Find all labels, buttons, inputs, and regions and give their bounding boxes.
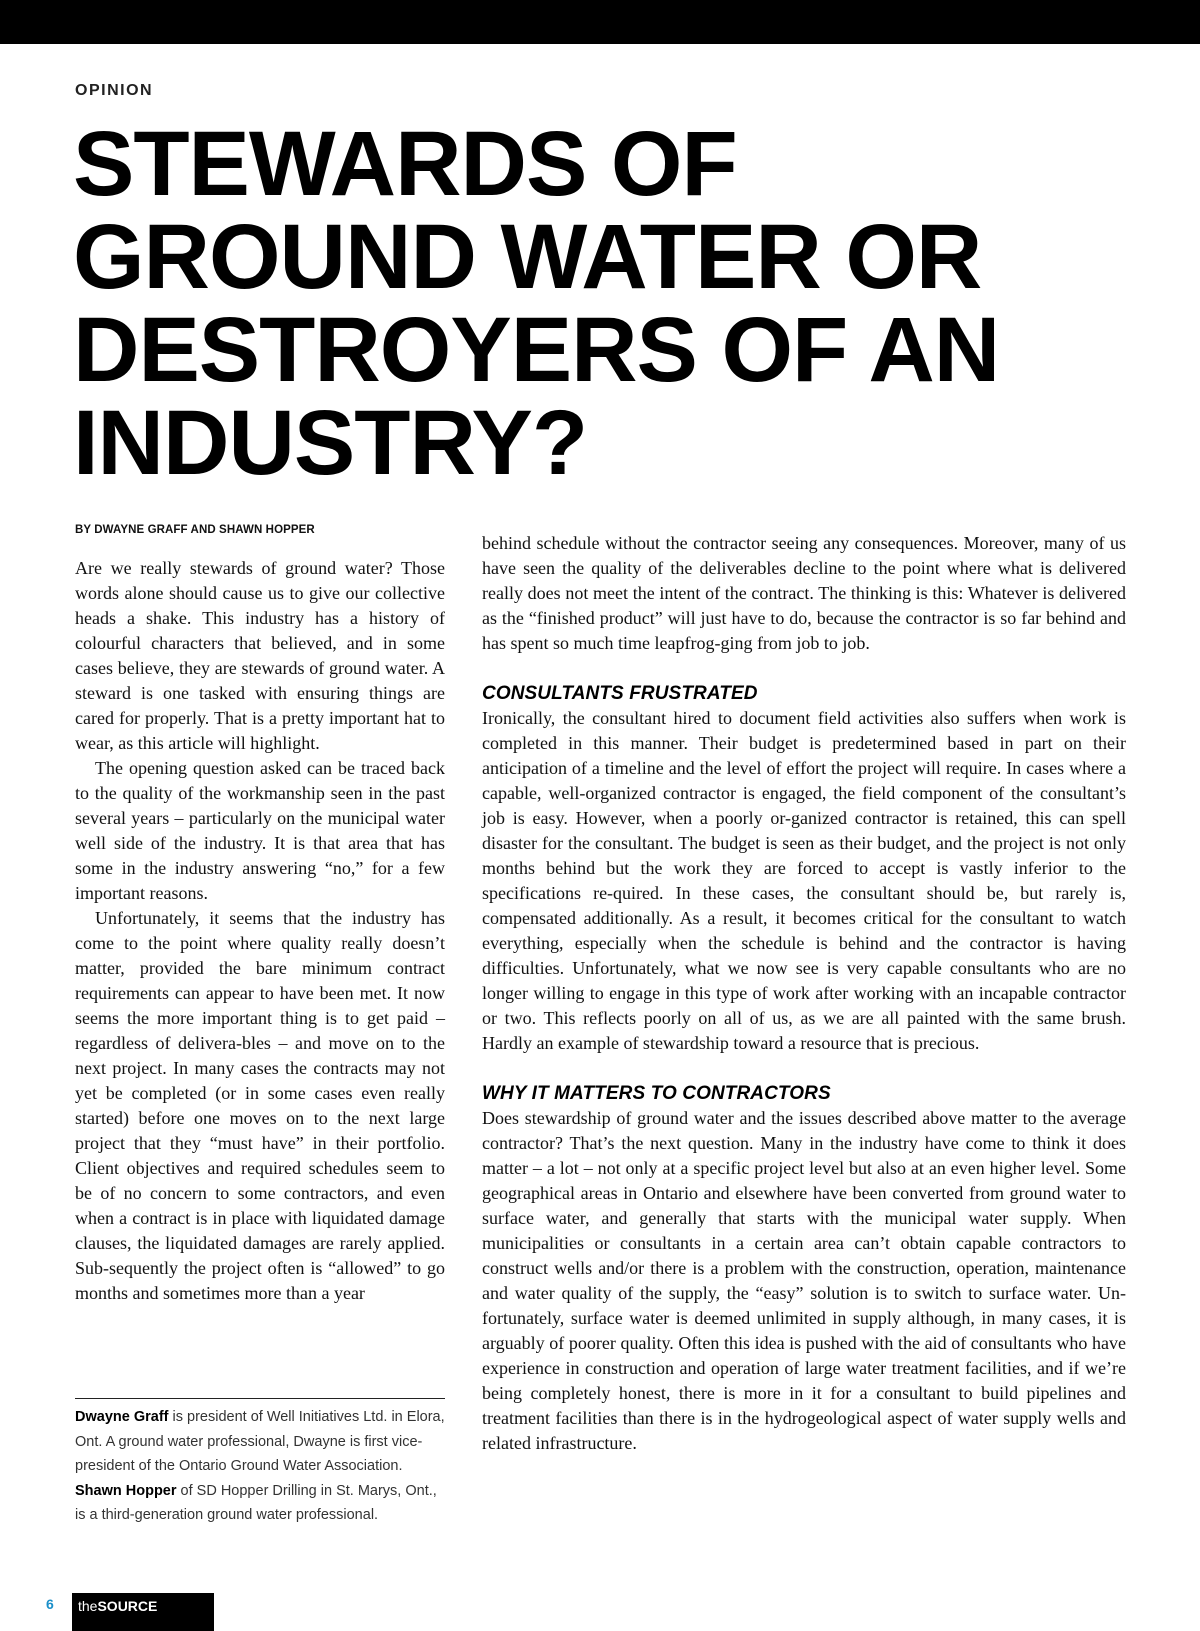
magazine-tag xyxy=(72,1593,214,1631)
author-bio-text: is president of Well Initiatives Ltd. in Elora, Ont. A ground water professional, Dwayne is first vice-president of the Ontario Ground Water Association. xyxy=(75,1409,445,1474)
headline: STEWARDS OF GROUND WATER OR DESTROYERS OF AN INDUSTRY? xyxy=(73,113,1000,494)
page-number: 6 xyxy=(46,1596,54,1612)
author-name: Dwayne Graff xyxy=(75,1409,169,1425)
magazine-prefix: the xyxy=(78,1598,98,1614)
paragraph: Does stewardship of ground water and the issues described above matter to the average contractor? That’s the next question. Many in the industry have come to think it does matter – a lot – not only at a specific project level but also at an even higher level. Some geographical areas in Ontario and elsewhere have been converted from ground water to surface water, and generally that starts with the municipal water supply. When municipalities or consultants in a certain area can’t obtain capable contractors to construct wells and/or there is a problem with the construction, operation, maintenance and water quality of the supply, the “easy” solution is to switch to surface water. Un-fortunately, surface water is deemed unlimited in supply although, in many cases, it is arguably of poorer quality. Often this idea is pushed with the aid of consultants who have experience in construction and operation of large water treatment facilities, and if we’re being completely honest, there is more in it for a consultant to build pipelines and treatment facilities than there is in the hydrogeological aspect of water supply wells and related infrastructure. xyxy=(482,1108,1126,1453)
paragraph: Ironically, the consultant hired to document field activities also suffers when work is completed in this manner. Their budget is predetermined based in part on their anticipation of a timeline and the level of effort the project will require. In cases where a capable, well-organized contractor is engaged, the field component of the consultant’s job is easy. However, when a poorly or-ganized contractor is retained, this can spell disaster for the consultant. The budget is seen as their budget, and the project is not only months behind but the work they are forced to accept is vastly inferior to the specifications re-quired. In these cases, the consultant should be, but rarely is, compensated additionally. As a result, it becomes critical for the consultant to watch everything, especially when the schedule is behind and the contractor is having difficulties. Unfortunately, what we now see is very capable consultants who are no longer willing to engage in this type of work after working with an incapable contractor or two. This reflects poorly on all of us, as we are all painted with the same brush. Hardly an example of stewardship toward a resource that is precious. xyxy=(482,708,1126,1053)
byline: BY DWAYNE GRAFF AND SHAWN HOPPER xyxy=(75,524,315,536)
right-column xyxy=(482,531,1126,1456)
paragraph: Are we really stewards of ground water? Those words alone should cause us to give our collective heads a shake. This industry has a history of colourful characters that believed, and in some cases believe, they are stewards of ground water. A steward is one tasked with ensuring things are cared for properly. That is a pretty important hat to wear, as this article will highlight. xyxy=(75,558,445,753)
paragraph: behind schedule without the contractor seeing any consequences. Moreover, many of us have seen the quality of the deliverables decline to the point where what is delivered really does not meet the intent of the contract. The thinking is this: Whatever is delivered as the “finished product” will just have to do, because the contractor is so far behind and has spent so much time leapfrog-ging from job to job. xyxy=(482,533,1126,653)
author-bio xyxy=(75,1405,450,1479)
author-bios xyxy=(75,1405,450,1528)
author-bio-text: of SD Hopper Drilling in St. Marys, Ont., is a third-generation ground water professional. xyxy=(75,1482,437,1523)
section-label: OPINION xyxy=(75,82,154,99)
paragraph: Unfortunately, it seems that the industry has come to the point where quality really doesn’t matter, provided the bare minimum contract requirements can appear to have been met. It now seems the more important thing is to get paid – regardless of delivera-bles – and move on to the next project. In many cases the contracts may not yet be completed (or in some cases even really started) before one moves on to the next large project that they “must have” in their portfolio. Client objectives and required schedules seem to be of no concern to some contractors, and even when a contract is in place with liquidated damage clauses, the liquidated damages are rarely applied. Sub-sequently the project often is “allowed” to go months and sometimes more than a year xyxy=(75,908,445,1303)
paragraph: The opening question asked can be traced back to the quality of the workmanship seen in the past several years – particularly on the municipal water well side of the industry. It is that area that has some in the industry answering “no,” for a few important reasons. xyxy=(75,758,445,903)
section-heading: CONSULTANTS FRUSTRATED xyxy=(482,683,758,704)
author-bio xyxy=(75,1479,450,1528)
author-name: Shawn Hopper xyxy=(75,1482,177,1499)
top-bar xyxy=(0,0,1200,44)
magazine-name: SOURCE xyxy=(97,1598,158,1614)
section-heading: WHY IT MATTERS TO CONTRACTORS xyxy=(482,1083,831,1104)
left-column xyxy=(75,556,445,1306)
bio-divider xyxy=(75,1398,445,1399)
